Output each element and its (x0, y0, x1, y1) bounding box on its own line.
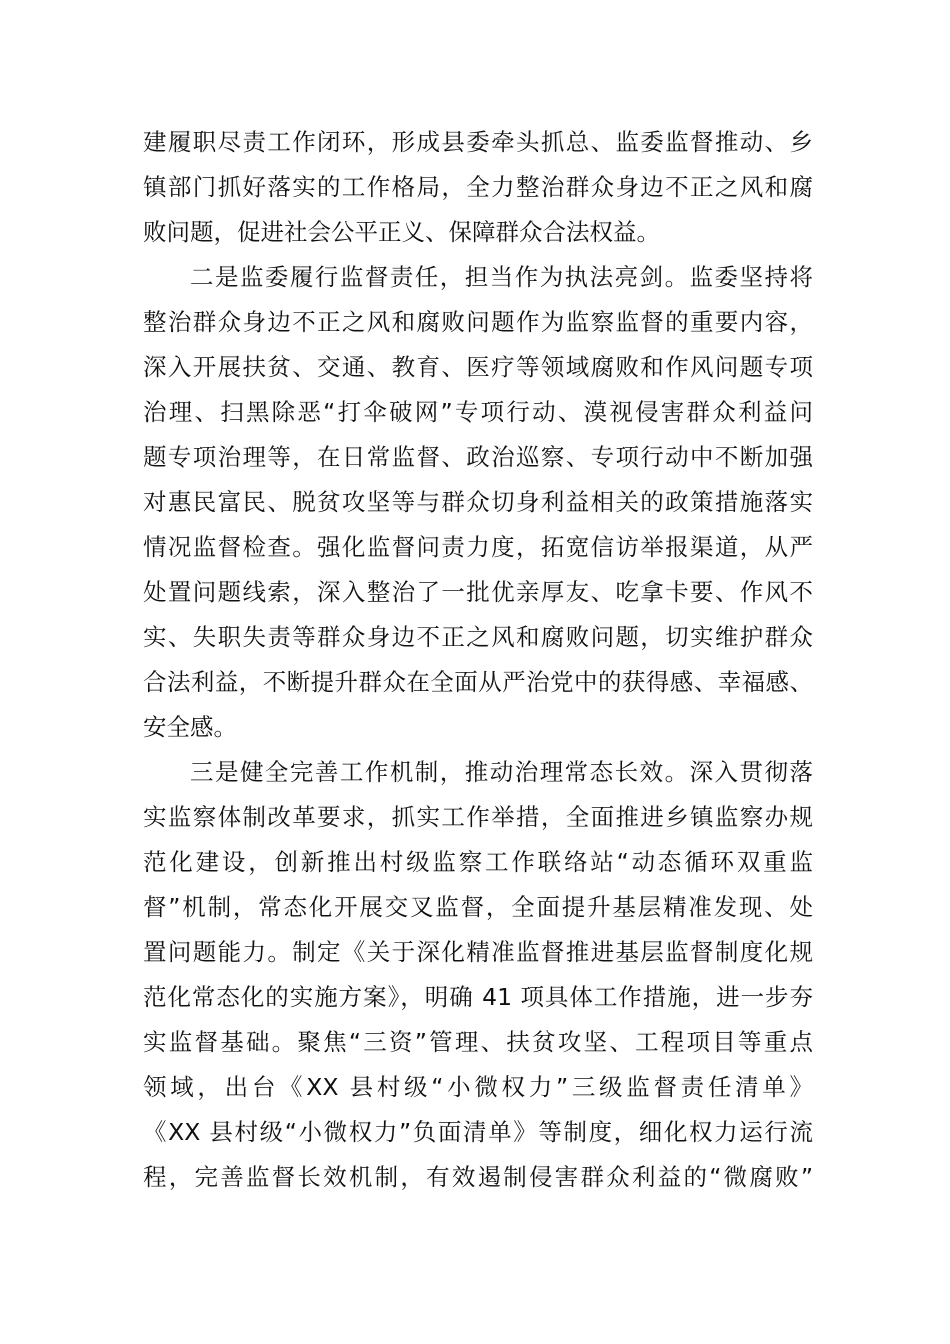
text-line: 题专项治理等，在日常监督、政治巡察、专项行动中不断加强 (143, 443, 813, 471)
paragraph-1 (143, 120, 813, 255)
text-line: 督”机制，常态化开展交叉监督，全面提升基层精准发现、处 (143, 893, 813, 921)
text-line: 三是健全完善工作机制，推动治理常态长效。深入贯彻落 (190, 758, 813, 786)
text-line: 败问题，促进社会公平正义、保障群众合法权益。 (143, 218, 660, 246)
text-line: 实、失职失责等群众身边不正之风和腐败问题，切实维护群众 (143, 623, 813, 651)
text-line: 治理、扫黑除恶“打伞破网”专项行动、漠视侵害群众利益问 (143, 398, 813, 426)
text-line: 深入开展扶贫、交通、教育、医疗等领域腐败和作风问题专项 (143, 353, 813, 381)
text-line: 对惠民富民、脱贫攻坚等与群众切身利益相关的政策措施落实 (143, 488, 813, 516)
document-body (143, 120, 813, 1200)
text-line: 镇部门抓好落实的工作格局，全力整治群众身边不正之风和腐 (143, 173, 813, 201)
text-line: 实监察体制改革要求，抓实工作举措，全面推进乡镇监察办规 (143, 803, 813, 831)
paragraph-3 (143, 750, 813, 1200)
paragraph-2 (143, 255, 813, 750)
text-line: 情况监督检查。强化监督问责力度，拓宽信访举报渠道，从严 (143, 533, 813, 561)
text-line: 范化常态化的实施方案》，明确 41 项具体工作措施，进一步夯 (143, 983, 813, 1011)
text-line: 二是监委履行监督责任，担当作为执法亮剑。监委坚持将 (190, 263, 813, 291)
text-line: 安全感。 (143, 713, 237, 741)
text-line: 处置问题线索，深入整治了一批优亲厚友、吃拿卡要、作风不 (143, 578, 813, 606)
text-line: 《XX 县村级“小微权力”负面清单》等制度，细化权力运行流 (143, 1118, 813, 1146)
text-line: 领域，出台《XX 县村级“小微权力”三级监督责任清单》 (143, 1073, 813, 1101)
text-line: 建履职尽责工作闭环，形成县委牵头抓总、监委监督推动、乡 (143, 128, 813, 156)
text-line: 范化建设，创新推出村级监察工作联络站“动态循环双重监 (143, 848, 813, 876)
text-line: 合法利益，不断提升群众在全面从严治党中的获得感、幸福感、 (143, 668, 813, 696)
text-line: 整治群众身边不正之风和腐败问题作为监察监督的重要内容， (143, 308, 813, 336)
text-line: 实监督基础。聚焦“三资”管理、扶贫攻坚、工程项目等重点 (143, 1028, 813, 1056)
text-line: 置问题能力。制定《关于深化精准监督推进基层监督制度化规 (143, 938, 813, 966)
text-line: 程，完善监督长效机制，有效遏制侵害群众利益的“微腐败” (143, 1163, 813, 1191)
